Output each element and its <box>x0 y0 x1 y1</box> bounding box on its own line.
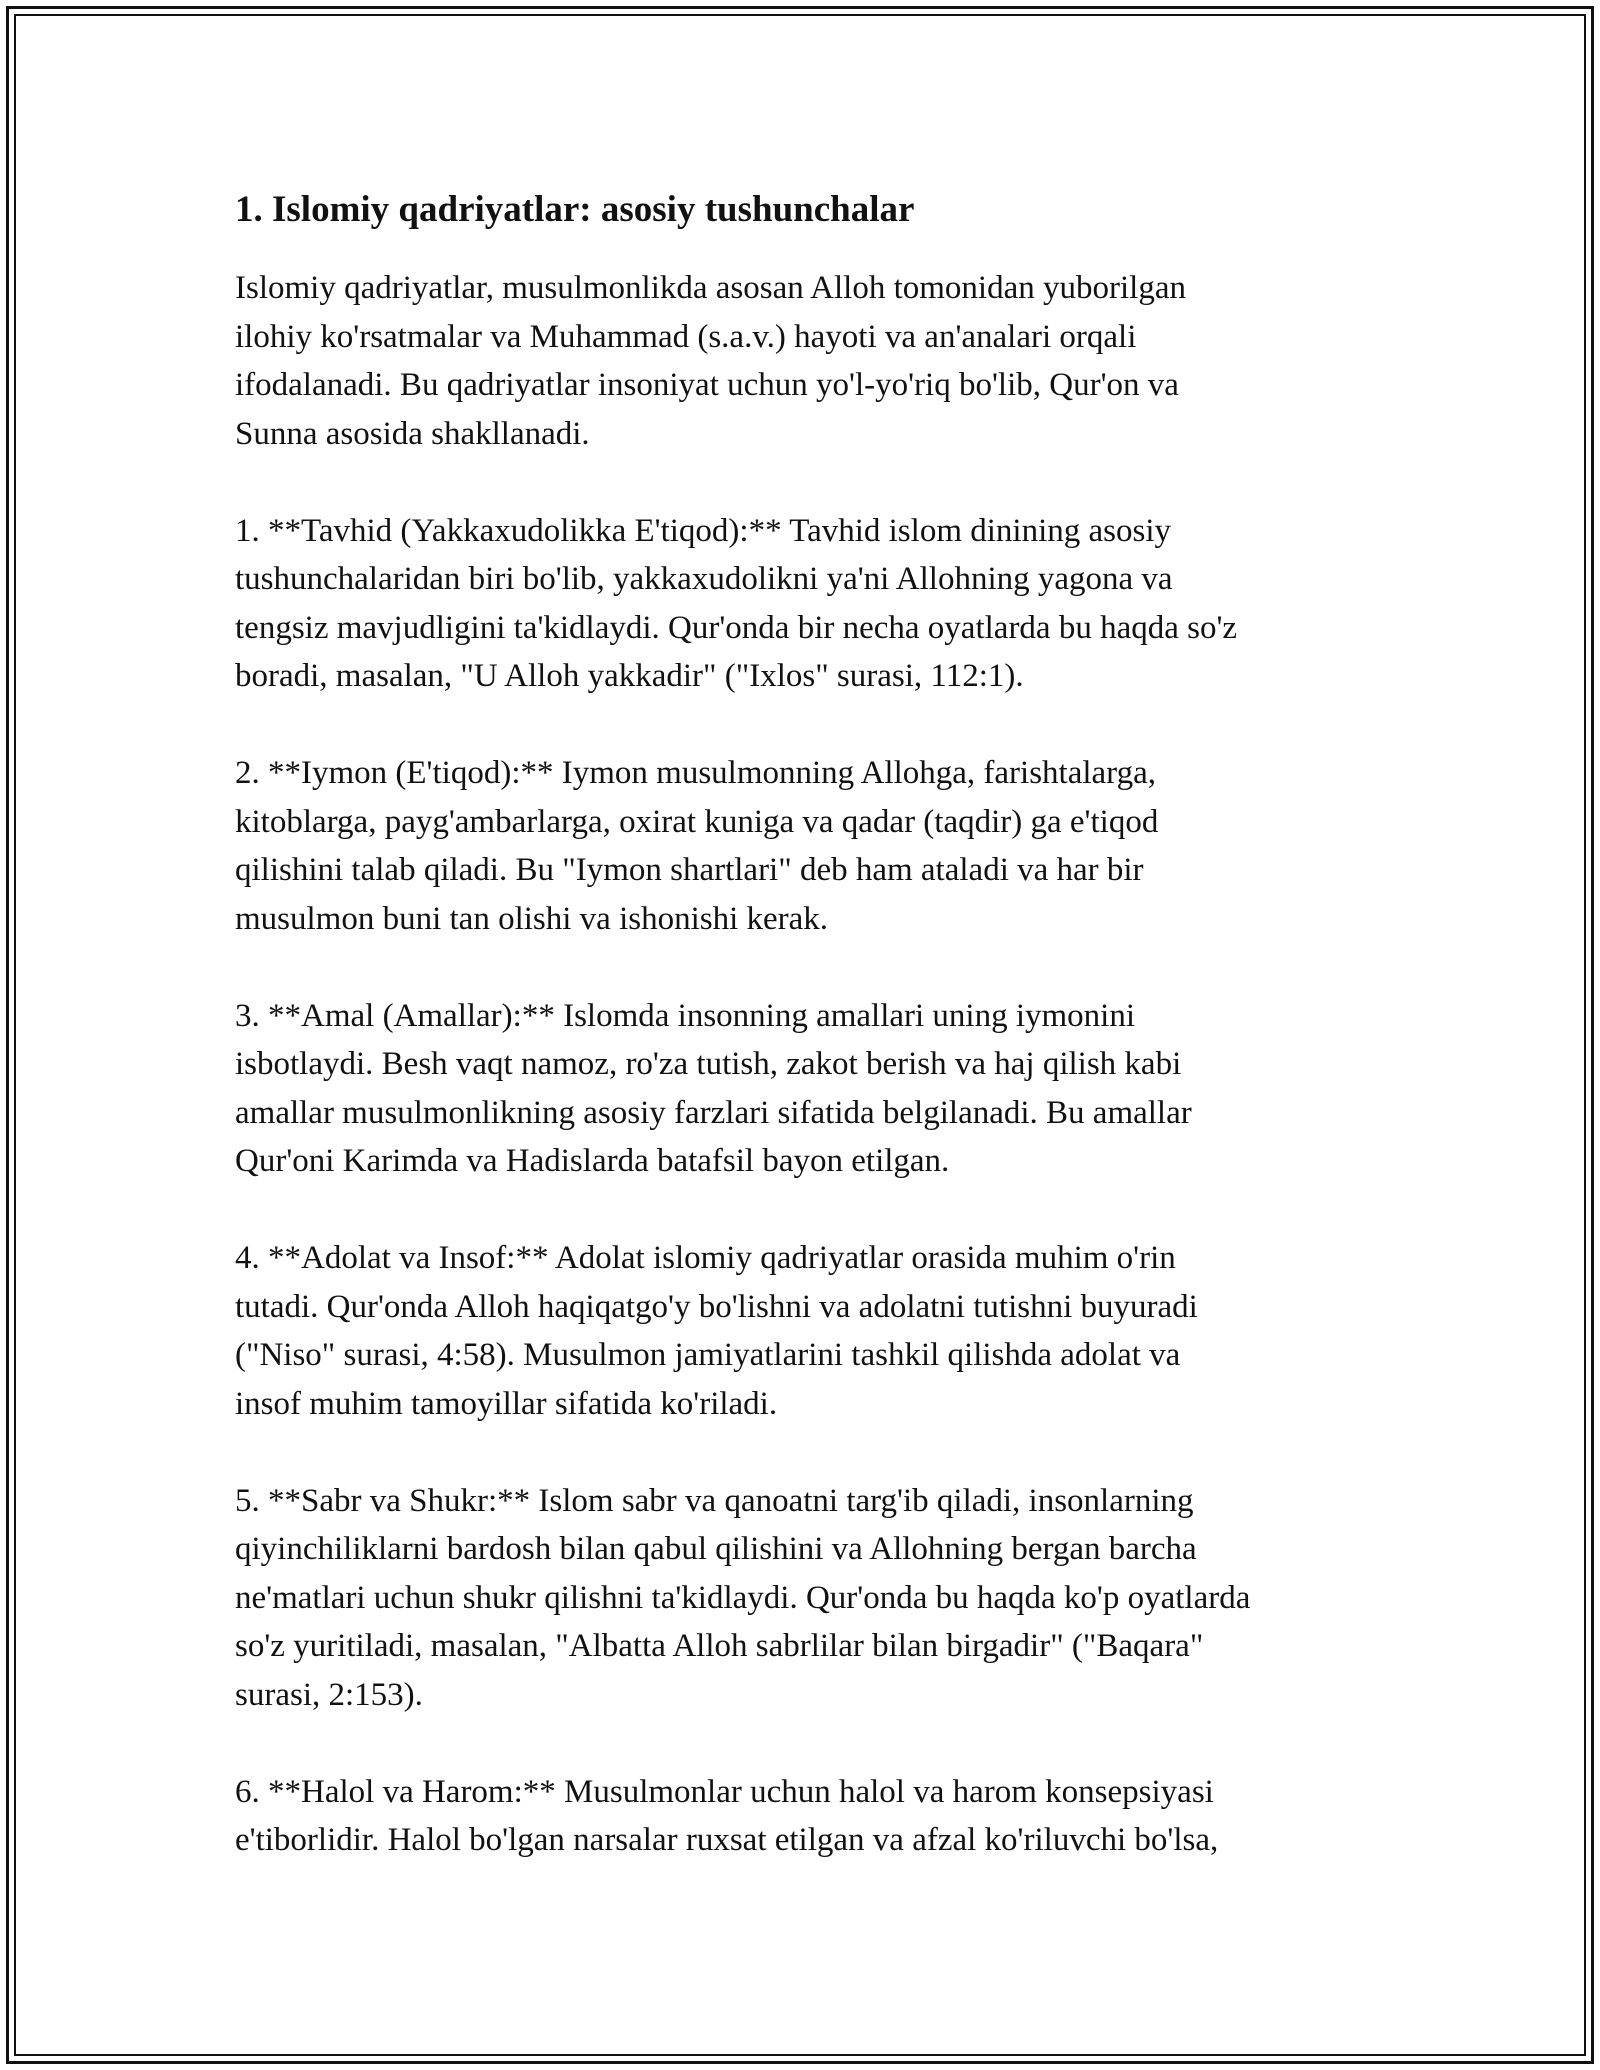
section-heading: 1. Islomiy qadriyatlar: asosiy tushunchalar <box>235 189 915 230</box>
text-line: tushunchalaridan biri bo'lib, yakkaxudolikni ya'ni Allohning yagona va <box>235 561 1173 597</box>
text-line: amallar musulmonlikning asosiy farzlari sifatida belgilanadi. Bu amallar <box>235 1094 1192 1131</box>
text-line: 6. **Halol va Harom:** Musulmonlar uchun halol va harom konsepsiyasi <box>235 1773 1214 1810</box>
text-line: e'tiborlidir. Halol bo'lgan narsalar ruxsat etilgan va afzal ko'riluvchi bo'lsa, <box>235 1822 1219 1858</box>
paragraph-list <box>235 264 1375 1865</box>
text-line: tengsiz mavjudligini ta'kidlaydi. Qur'onda bir necha oyatlarda bu haqda so'z <box>235 609 1238 646</box>
text-line: ne'matlari uchun shukr qilishni ta'kidlaydi. Qur'onda bu haqda ko'p oyatlarda <box>235 1579 1251 1616</box>
text-line: kitoblarga, payg'ambarlarga, oxirat kuniga va qadar (taqdir) ga e'tiqod <box>235 803 1159 840</box>
text-line: surasi, 2:153). <box>235 1676 423 1713</box>
paragraph <box>235 507 1375 701</box>
text-line: tutadi. Qur'onda Alloh haqiqatgo'y bo'lishni va adolatni tutishni buyuradi <box>235 1288 1198 1325</box>
text-line: so'z yuritiladi, masalan, "Albatta Alloh sabrlilar bilan birgadir" ("Baqara" <box>235 1628 1204 1664</box>
document-body <box>235 186 1375 1913</box>
paragraph <box>235 1768 1375 1865</box>
text-line: isbotlaydi. Besh vaqt namoz, ro'za tutish, zakot berish va haj qilish kabi <box>235 1046 1182 1082</box>
text-line: musulmon buni tan olishi va ishonishi kerak. <box>235 900 829 937</box>
text-line: 5. **Sabr va Shukr:** Islom sabr va qanoatni targ'ib qiladi, insonlarning <box>235 1482 1194 1519</box>
paragraph <box>235 264 1375 458</box>
paragraph <box>235 1234 1375 1428</box>
text-line: Islomiy qadriyatlar, musulmonlikda asosan Alloh tomonidan yuborilgan <box>235 270 1186 306</box>
text-line: Qur'oni Karimda va Hadislarda batafsil bayon etilgan. <box>235 1143 950 1179</box>
paragraph <box>235 749 1375 943</box>
text-line: qiyinchiliklarni bardosh bilan qabul qilishini va Allohning bergan barcha <box>235 1531 1197 1567</box>
text-line: 4. **Adolat va Insof:** Adolat islomiy qadriyatlar orasida muhim o'rin <box>235 1240 1176 1276</box>
text-line: ("Niso" surasi, 4:58). Musulmon jamiyatlarini tashkil qilishda adolat va <box>235 1337 1181 1373</box>
text-line: boradi, masalan, "U Alloh yakkadir" ("Ixlos" surasi, 112:1). <box>235 658 1024 694</box>
paragraph <box>235 992 1375 1186</box>
paragraph <box>235 1477 1375 1720</box>
text-line: 1. **Tavhid (Yakkaxudolikka E'tiqod):** Tavhid islom dinining asosiy <box>235 512 1171 549</box>
text-line: Sunna asosida shakllanadi. <box>235 415 590 452</box>
text-line: insof muhim tamoyillar sifatida ko'riladi. <box>235 1385 778 1422</box>
text-line: 3. **Amal (Amallar):** Islomda insonning amallari uning iymonini <box>235 997 1136 1034</box>
text-line: ilohiy ko'rsatmalar va Muhammad (s.a.v.) hayoti va an'analari orqali <box>235 318 1137 355</box>
text-line: ifodalanadi. Bu qadriyatlar insoniyat uchun yo'l-yo'riq bo'lib, Qur'on va <box>235 367 1179 403</box>
text-line: qilishini talab qiladi. Bu "Iymon shartlari" deb ham ataladi va har bir <box>235 852 1144 888</box>
text-line: 2. **Iymon (E'tiqod):** Iymon musulmonning Allohga, farishtalarga, <box>235 755 1156 791</box>
